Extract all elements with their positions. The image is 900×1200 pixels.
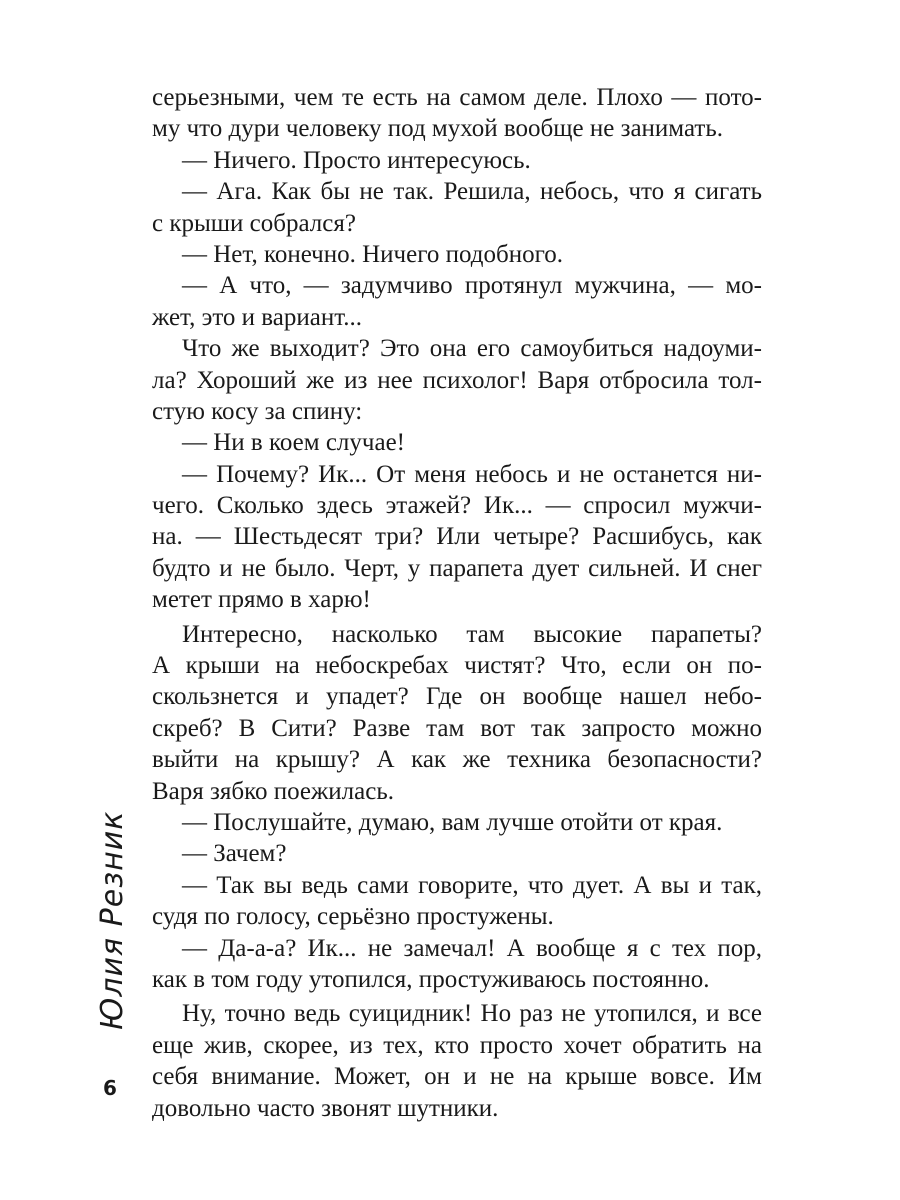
text-line: — Да-а-а? Ик... не замечал! А вообще я с тех пор, <box>182 934 762 962</box>
text-line: — Ага. Как бы не так. Решила, небось, что я сигать <box>182 178 762 206</box>
text-line: скользнется и упадет? Где он вообще нашел небо- <box>152 683 762 711</box>
text-line: как в том году утопился, простуживаюсь постоянно. <box>152 965 710 993</box>
text-line: Варя зябко поежилась. <box>152 777 394 805</box>
text-line: Что же выходит? Это она его самоубиться надоуми- <box>182 335 762 363</box>
text-line: Интересно, насколько там высокие парапеты? <box>182 620 762 648</box>
text-line: серьезными, чем те есть на самом деле. Плохо — пото- <box>152 84 762 111</box>
body-text <box>152 82 762 1124</box>
text-line: будто и не было. Черт, у парапета дует сильней. И снег <box>152 554 762 582</box>
page-number: 6 <box>103 1076 117 1100</box>
text-line: выйти на крышу? А как же техника безопасности? <box>152 746 762 774</box>
text-line: — Ни в коем случае! <box>182 429 405 457</box>
text-line: — Почему? Ик... От меня небось и не останется ни- <box>182 460 762 488</box>
text-line: еще жив, скорее, из тех, кто просто хочет обратить на <box>152 1031 762 1059</box>
text-line: — Послушайте, думаю, вам лучше отойти от края. <box>182 808 723 836</box>
running-head-author: Юлия Резник <box>95 810 130 1030</box>
text-line: довольно часто звонят шутники. <box>152 1094 499 1122</box>
text-line: — Ничего. Просто интересуюсь. <box>182 146 531 174</box>
text-line: Ну, точно ведь суицидник! Но раз не утопился, и все <box>182 1000 762 1028</box>
text-line: судя по голосу, серьёзно простужены. <box>152 903 554 931</box>
text-line: — Зачем? <box>182 840 287 868</box>
text-line: метет прямо в харю! <box>152 586 371 614</box>
text-line: А крыши на небоскребах чистят? Что, если он по- <box>152 652 762 680</box>
text-line: себя внимание. Может, он и не на крыше вовсе. Им <box>152 1063 762 1091</box>
text-line: стую косу за спину: <box>152 397 363 425</box>
text-line: на. — Шестьдесят три? Или четыре? Расшибусь, как <box>152 523 762 551</box>
text-line: чего. Сколько здесь этажей? Ик... — спросил мужчи- <box>152 492 762 520</box>
text-line: — Так вы ведь сами говорите, что дует. А вы и так, <box>182 871 762 899</box>
text-line: жет, это и вариант... <box>152 303 363 331</box>
text-line: — Нет, конечно. Ничего подобного. <box>182 240 563 268</box>
text-line: с крыши собрался? <box>152 209 356 237</box>
text-line: му что дури человеку под мухой вообще не занимать. <box>152 115 723 143</box>
text-line: — А что, — задумчиво протянул мужчина, — мо- <box>182 272 762 300</box>
text-line: ла? Хороший же из нее психолог! Варя отбросила тол- <box>152 366 762 394</box>
text-line: скреб? В Сити? Разве там вот так запросто можно <box>152 714 762 742</box>
